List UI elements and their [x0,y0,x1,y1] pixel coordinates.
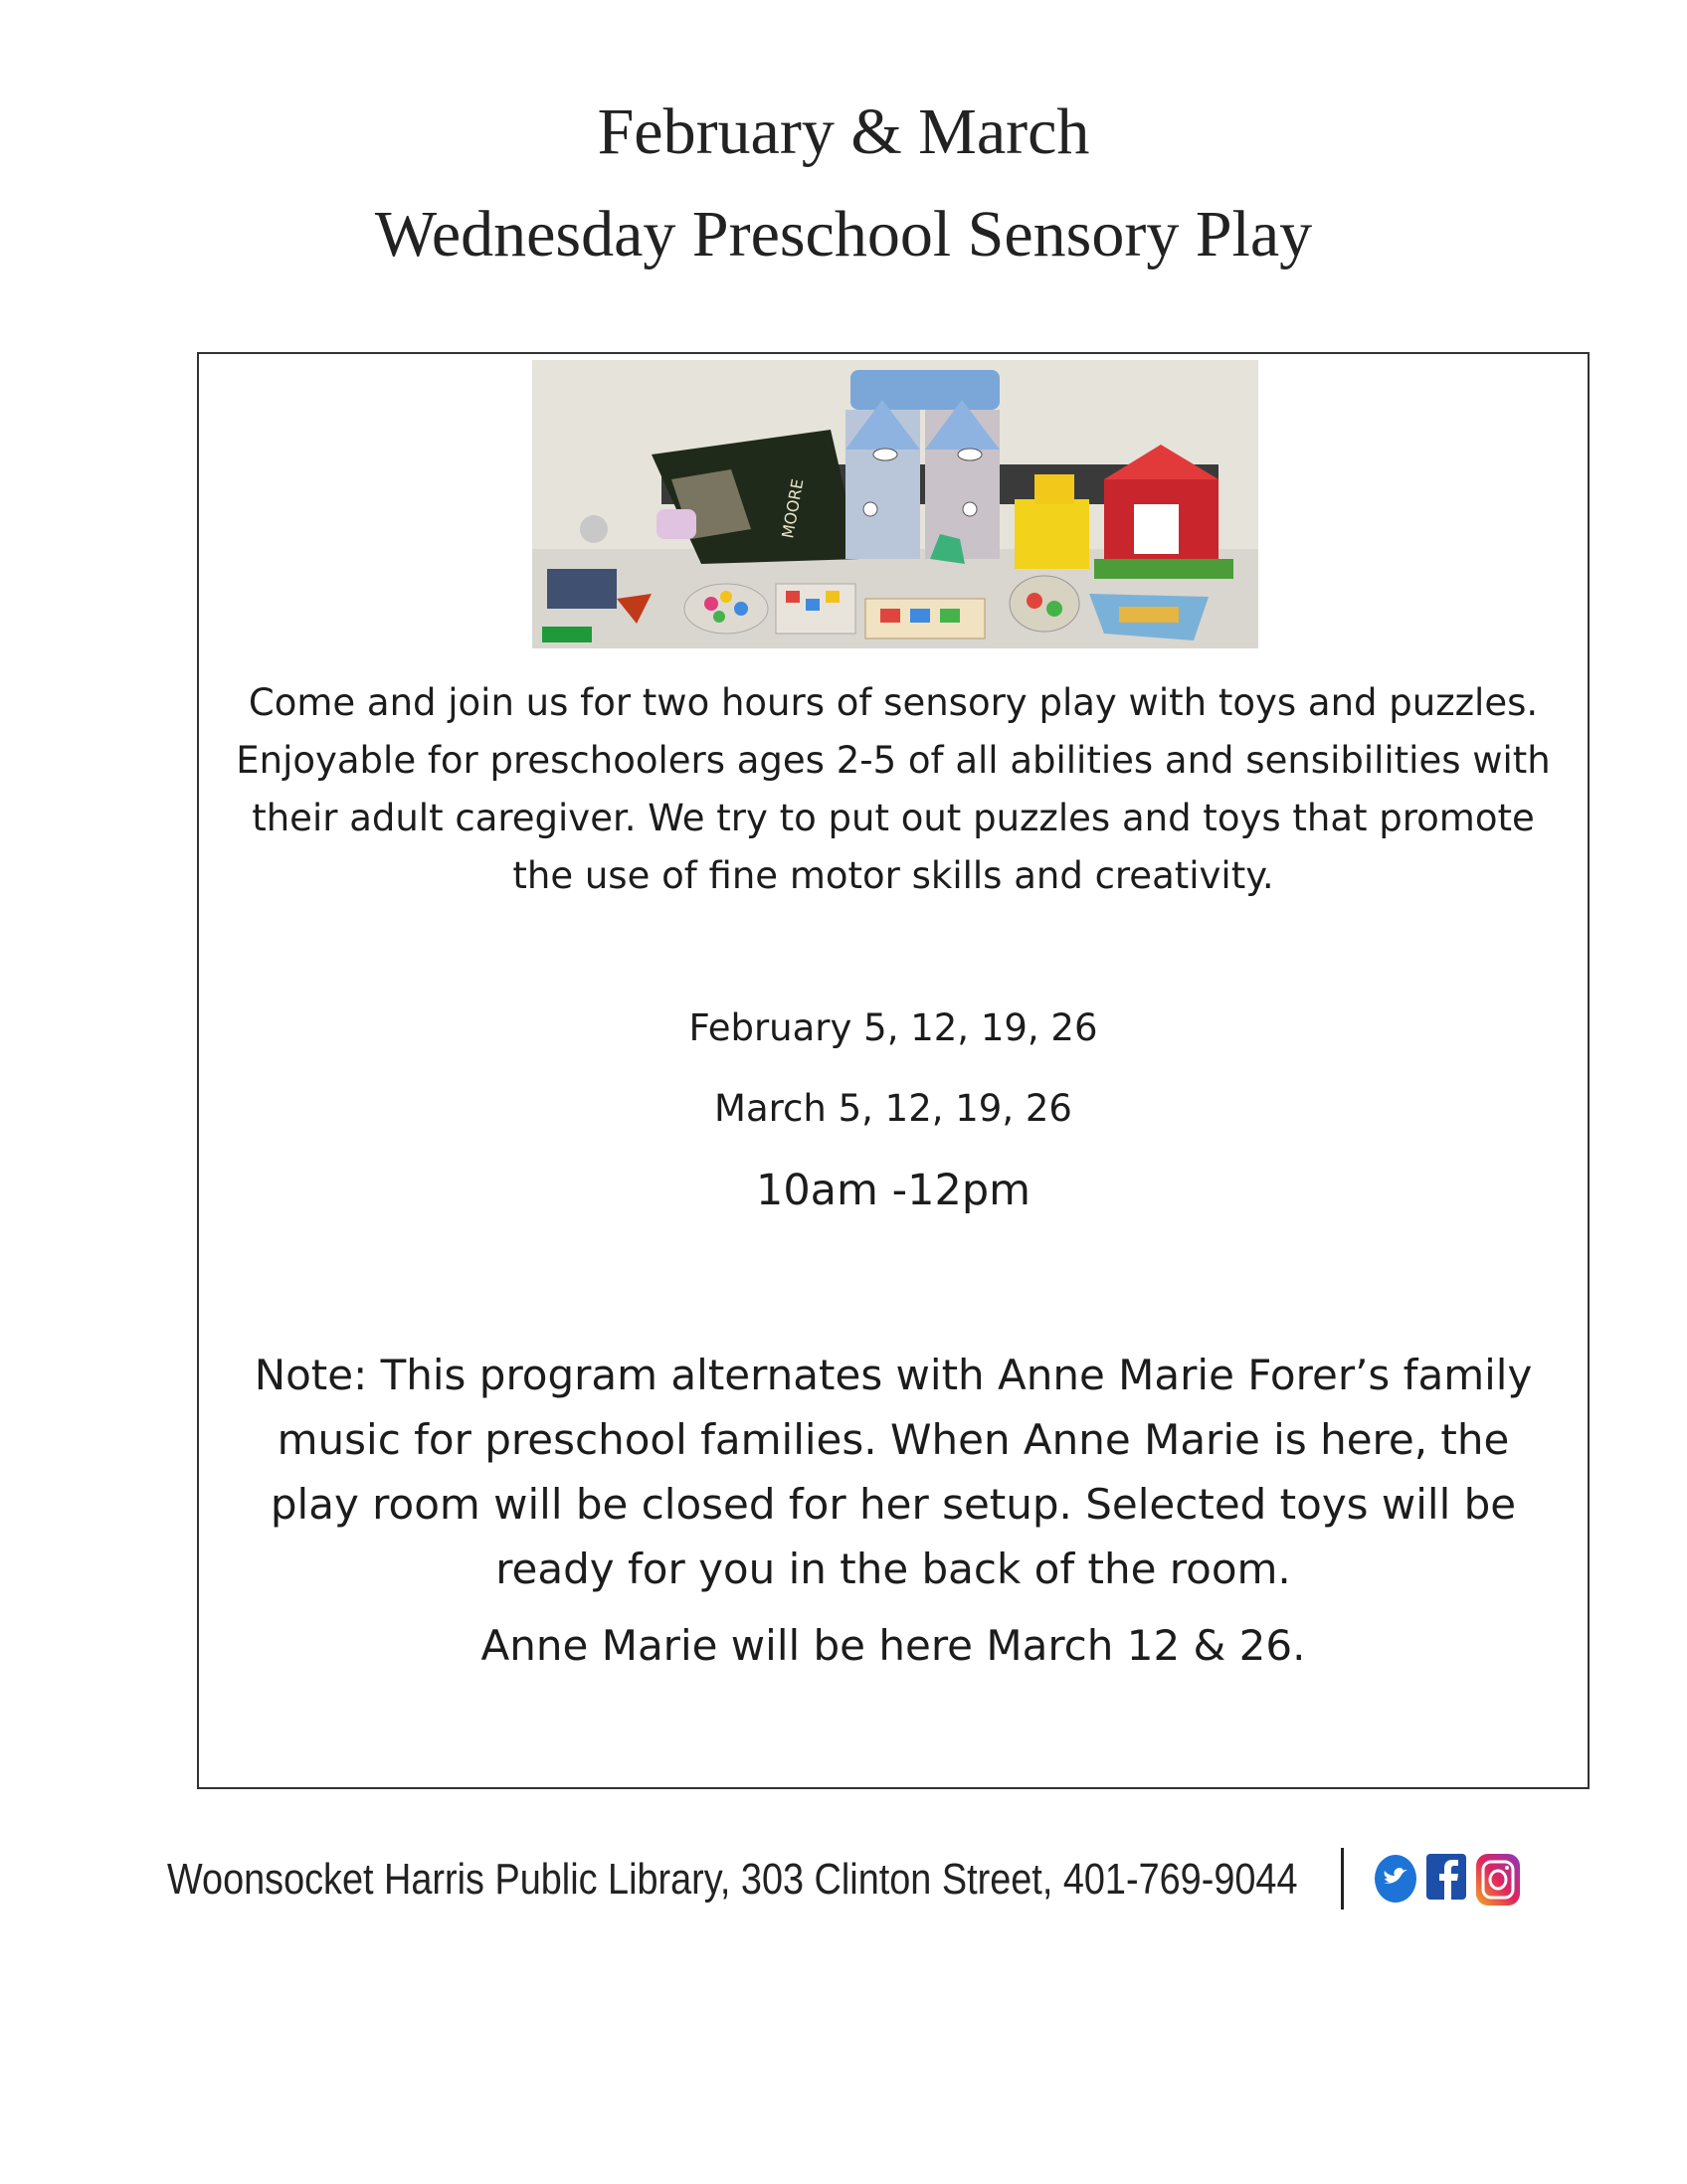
intro-paragraph: Come and join us for two hours of sensory play with toys and puzzles. Enjoyable for preschoolers ages 2-5 of all abilities and sensibilities with their adult caregiver. We try to put out puzzles and toys that promote the use of fine motor skills and creativity. [236,681,1551,897]
footer [167,1845,1482,1914]
program-time: 10am -12pm [755,1166,1031,1215]
dates-march: March 5, 12, 19, 26 [714,1087,1072,1130]
footer-divider [1341,1848,1344,1910]
title-program: Wednesday Preschool Sensory Play [374,198,1313,271]
toys-photo [532,360,1258,648]
bag-label: MOORE [778,477,808,540]
instagram-icon[interactable] [1474,1852,1522,1908]
dates-february: February 5, 12, 19, 26 [688,1006,1098,1049]
title-month: February & March [597,95,1090,168]
facebook-icon[interactable] [1426,1852,1466,1902]
note-paragraph: Note: This program alternates with Anne Marie Forer’s family music for preschool families. When Anne Marie is here, the play room will be closed for her setup. Selected toys will be ready for you in the back of the room. [254,1351,1533,1593]
library-address: Woonsocket Harris Public Library, 303 Clinton Street, 401-769-9044 [167,1855,1298,1904]
twitter-icon[interactable] [1373,1852,1418,1906]
note-dates: Anne Marie will be here March 12 & 26. [480,1621,1306,1670]
social-icons [1373,1852,1522,1908]
